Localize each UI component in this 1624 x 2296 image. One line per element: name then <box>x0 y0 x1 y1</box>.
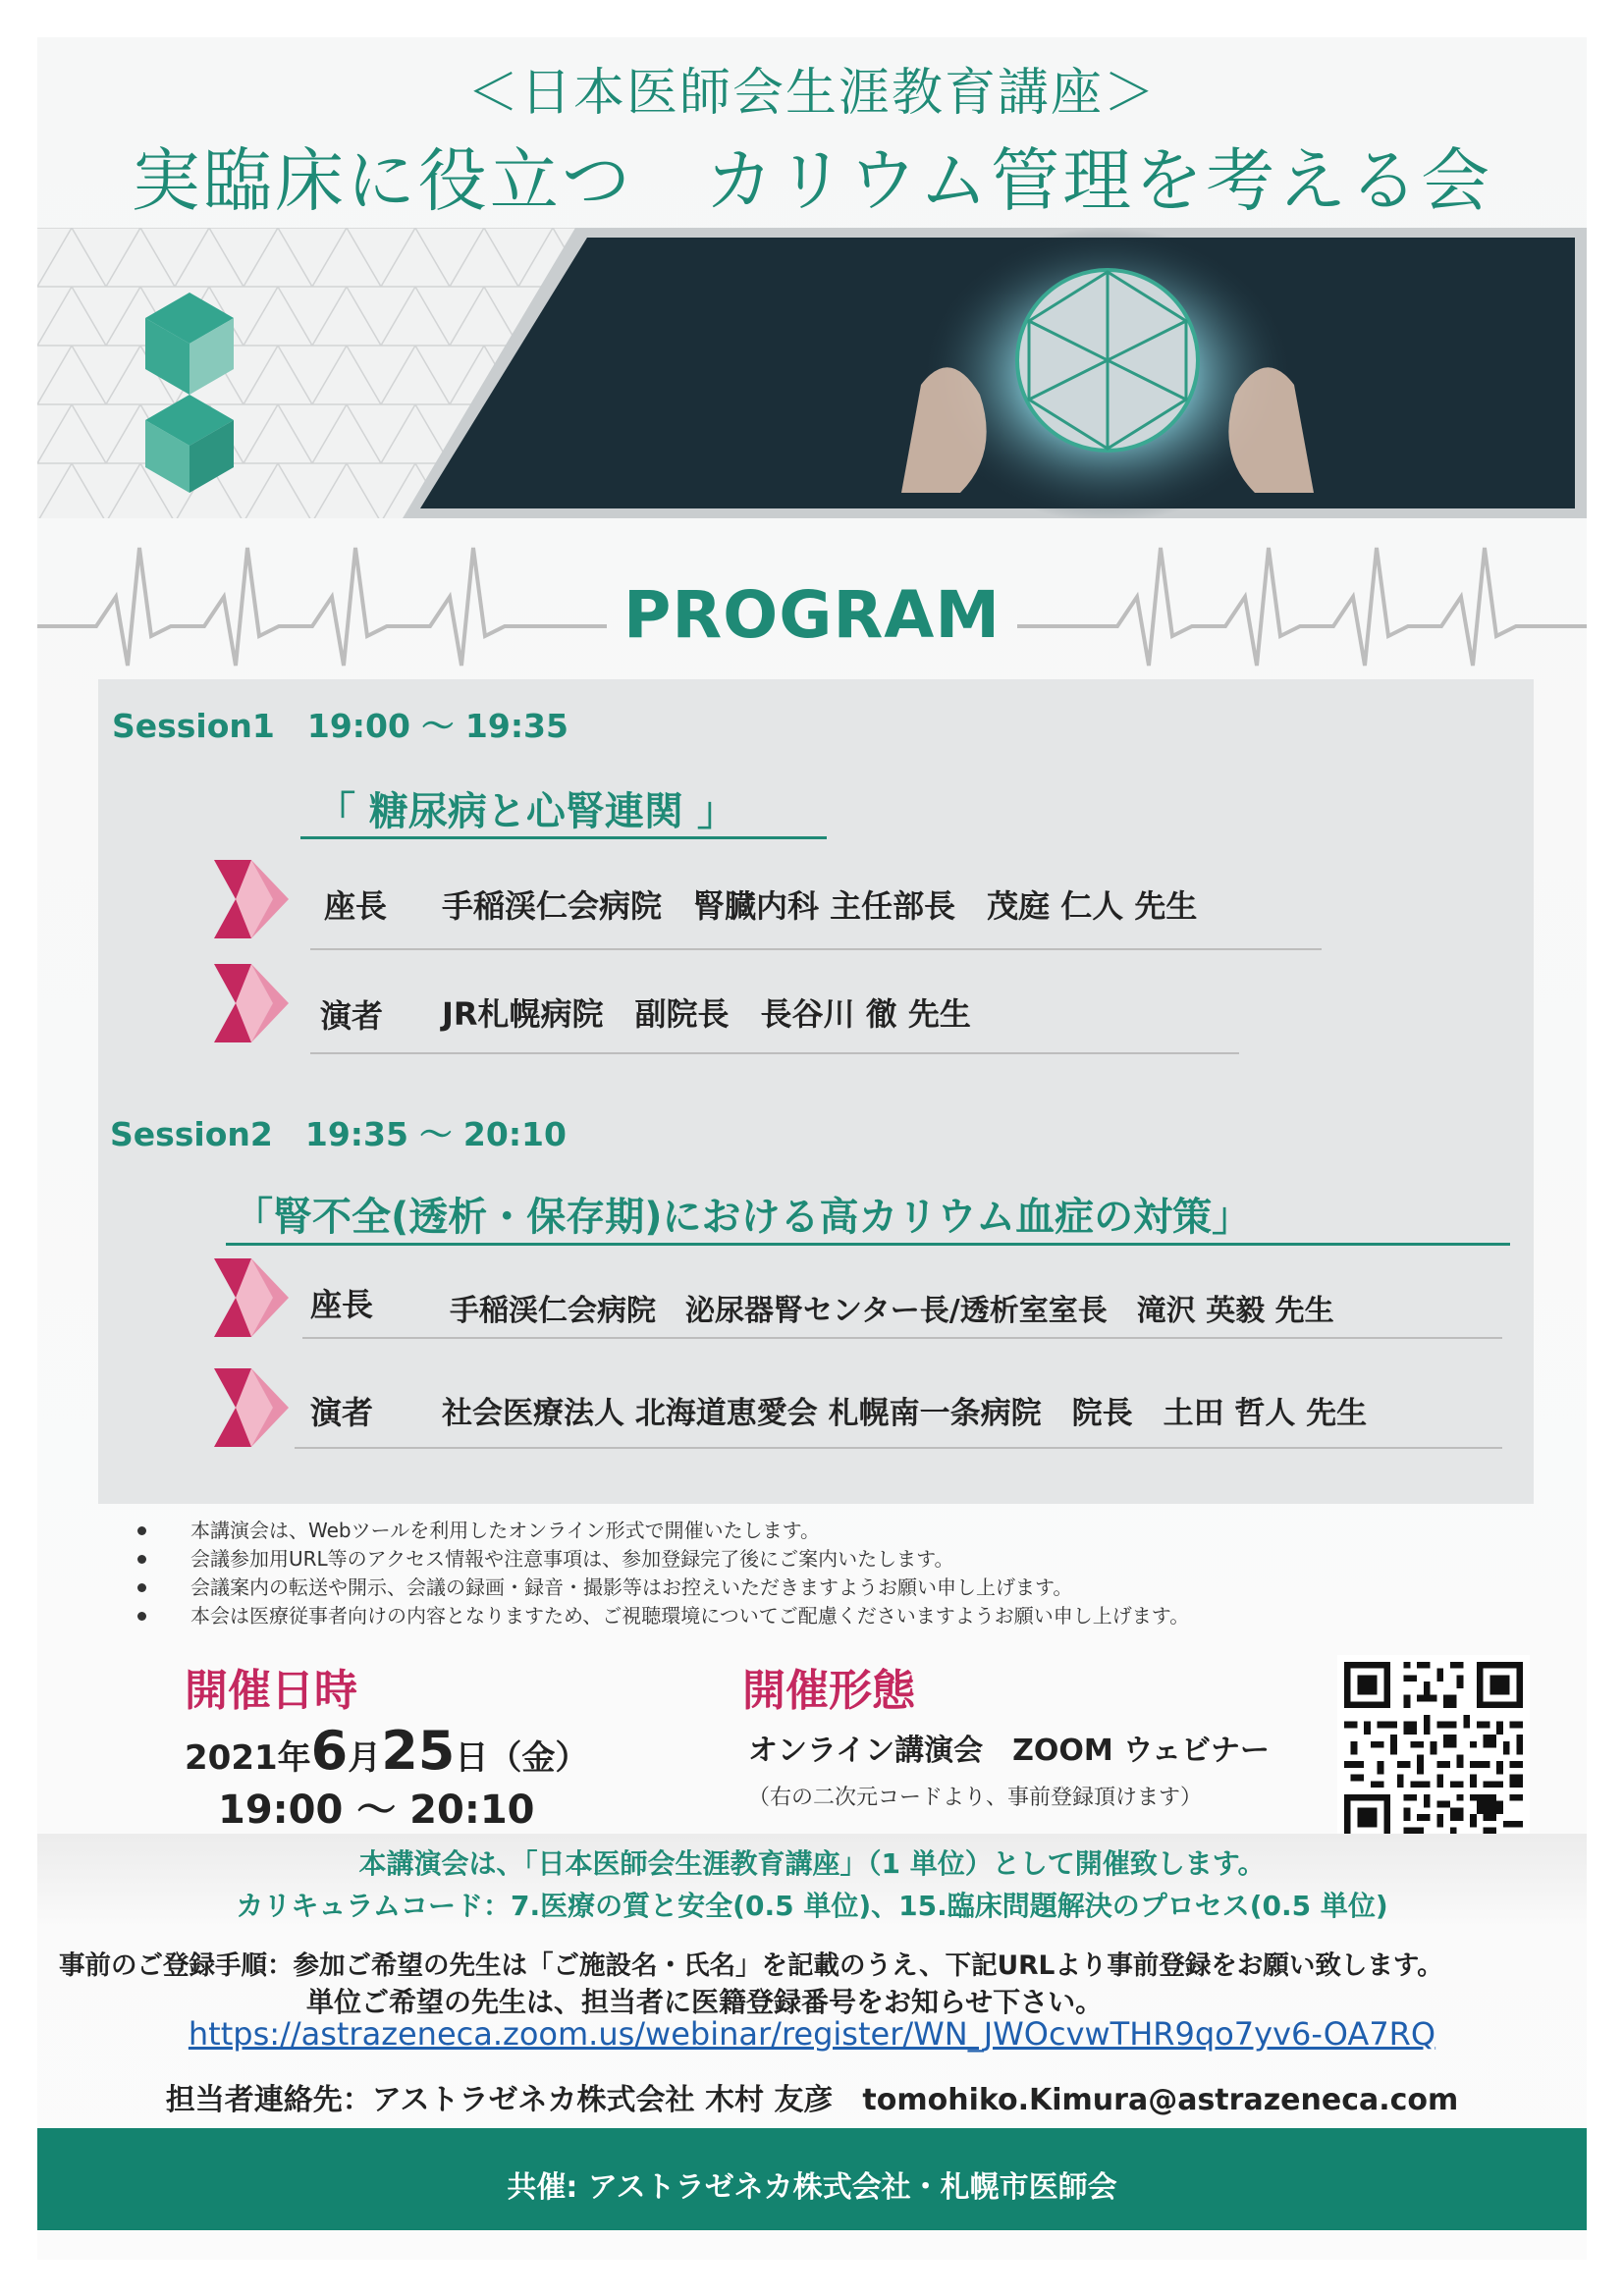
registration-link[interactable]: https://astrazeneca.zoom.us/webinar/register/WN_JWOcvwTHR9qo7yv6-OA7RQ <box>188 2015 1436 2053</box>
event-title: 実臨床に役立つ カリウム管理を考える会 <box>131 140 1493 221</box>
divider <box>295 1447 1502 1449</box>
registration-credit-note: 単位ご希望の先生は、担当者に医籍登録番号をお知らせ下さい。 <box>306 1986 1104 2018</box>
date-month-unit: 月 <box>348 1738 382 1778</box>
divider <box>310 948 1322 950</box>
session1-title: 「 糖尿病と心腎連関 」 <box>316 789 736 834</box>
chevron-icon <box>214 1368 289 1447</box>
date-label: 開催日時 <box>185 1666 357 1716</box>
session2-title-underline <box>226 1243 1510 1246</box>
co-sponsors: 共催: アストラゼネカ株式会社・札幌市医師会 <box>507 2170 1117 2205</box>
event-time: 19:00 ～ 20:10 <box>218 1788 535 1833</box>
format-label: 開催形態 <box>742 1666 915 1716</box>
session2-speaker-role: 演者 <box>310 1394 374 1431</box>
session1-chair-role: 座長 <box>324 887 388 925</box>
divider <box>310 1052 1239 1054</box>
chevron-icon <box>214 860 289 938</box>
note-item: 本講演会は、Webツールを利用したオンライン形式で開催いたします。 <box>128 1517 1404 1545</box>
registration-instructions: 事前のご登録手順：参加ご希望の先生は「ご施設名・氏名」を記載のうえ、下記URLより事前登録をお願い致します。 <box>59 1950 1443 1981</box>
curriculum-code-line: カリキュラムコード：7.医療の質と安全(0.5 単位)、15.臨床問題解決のプロセス(0.5 単位) <box>236 1890 1388 1922</box>
program-box <box>98 679 1534 1504</box>
credit-line: 本講演会は、「日本医師会生涯教育講座」（1 単位）として開催致します。 <box>358 1847 1266 1880</box>
session1-speaker-person: JR札幌病院 副院長 長谷川 徹 先生 <box>442 995 971 1033</box>
chevron-icon <box>214 964 289 1042</box>
date-day: 25 <box>381 1720 456 1782</box>
session2-speaker-person: 社会医療法人 北海道恵愛会 札幌南一条病院 院長 土田 哲人 先生 <box>442 1396 1368 1431</box>
session2-time: Session2 19:35 ～ 20:10 <box>110 1115 567 1153</box>
session2-chair-person: 手稲渓仁会病院 泌尿器腎センター長/透析室室長 滝沢 英毅 先生 <box>450 1294 1334 1328</box>
contact-info: 担当者連絡先：アストラゼネカ株式会社 木村 友彦 tomohiko.Kimura@astrazeneca.com <box>165 2083 1459 2117</box>
chevron-icon <box>214 1258 289 1337</box>
format-value: オンライン講演会 ZOOM ウェビナー <box>748 1734 1270 1768</box>
program-heading: PROGRAM <box>623 577 1001 653</box>
qr-code-note: （右の二次元コードより、事前登録頂けます） <box>748 1786 1203 1810</box>
event-series-subtitle: ＜日本医師会生涯教育講座＞ <box>466 64 1157 123</box>
date-month: 6 <box>310 1720 349 1782</box>
event-date <box>185 1720 588 1782</box>
notes-list <box>128 1517 1404 1630</box>
note-item: 会議案内の転送や開示、会議の録画・録音・撮影等はお控えいただきますようお願い申し上げます。 <box>128 1574 1404 1602</box>
session1-speaker-role: 演者 <box>320 997 384 1035</box>
session2-chair-role: 座長 <box>310 1286 374 1323</box>
session2-title: 「腎不全(透析・保存期)における高カリウム血症の対策」 <box>234 1195 1252 1240</box>
session1-time: Session1 19:00 ～ 19:35 <box>112 707 568 745</box>
note-item: 会議参加用URL等のアクセス情報や注意事項は、参加登録完了後にご案内いたします。 <box>128 1545 1404 1574</box>
session1-title-underline <box>300 836 827 839</box>
hero-banner <box>37 228 1587 518</box>
date-year: 2021年 <box>185 1738 311 1778</box>
note-item: 本会は医療従事者向けの内容となりますため、ご視聴環境についてご配慮くださいますようお願い申し上げます。 <box>128 1602 1404 1630</box>
registration-qr-code[interactable] <box>1337 1655 1530 1847</box>
date-weekday: （金） <box>488 1738 589 1778</box>
divider <box>302 1337 1502 1339</box>
date-day-unit: 日 <box>455 1738 489 1778</box>
session1-chair-person: 手稲渓仁会病院 腎臓内科 主任部長 茂庭 仁人 先生 <box>442 887 1198 925</box>
